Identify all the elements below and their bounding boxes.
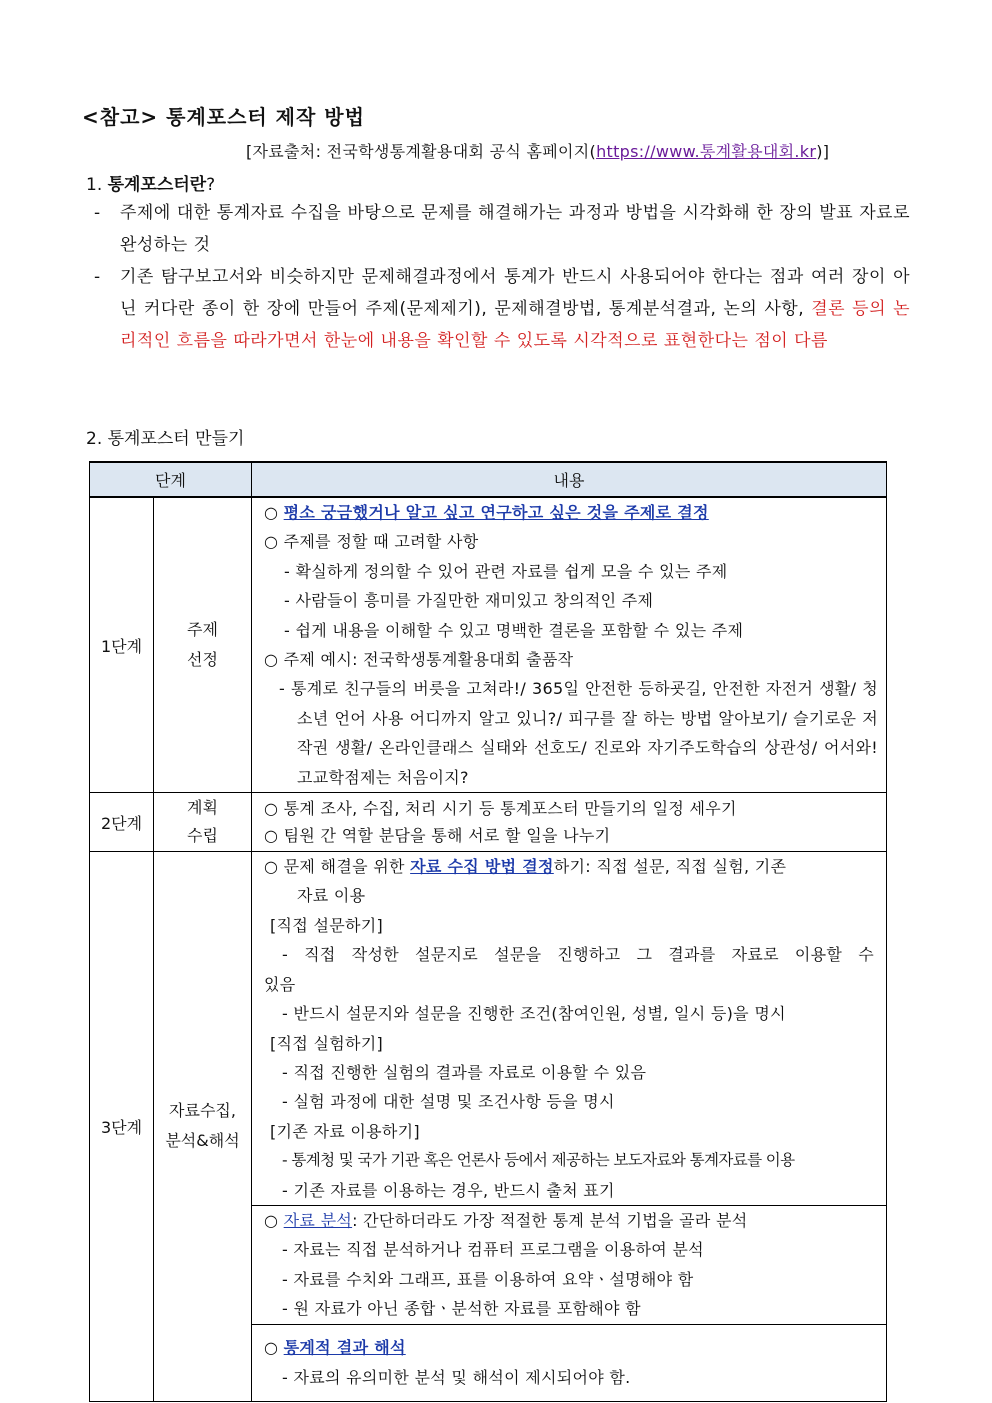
circle-marker: ○: [264, 503, 284, 522]
section-2-heading: 2. 통계포스터 만들기: [86, 429, 245, 449]
step3a-survey-line1-cont: 있음: [264, 974, 296, 994]
step3a-heading-existing: [기존 자료 이용하기]: [270, 1121, 420, 1141]
step2-content: [252, 793, 887, 852]
section-1-bullet-2: [94, 261, 910, 357]
step2-line2: ○ 팀원 간 역할 분담을 통해 서로 할 일을 나누기: [264, 826, 611, 846]
step3-topic: [154, 852, 252, 1402]
section-1-title: 통계포스터란: [107, 175, 207, 195]
step3-interpretation-content: [252, 1324, 887, 1401]
section-1-bullet-1: [94, 197, 910, 261]
step3-collection-link[interactable]: 자료 수집 방법 결정: [410, 857, 554, 877]
step3-topic-line2: 분석&해석: [165, 1131, 240, 1151]
header-content: 내용: [252, 462, 887, 497]
step1-line7: - 통계로 친구들의 버릇을 고쳐라!/ 365일 안전한 등하굣길, 안전한 자전거 생활/ 청소년 언어 사용 어디까지 알고 있니?/ 피구를 잘 하는 방법 알아보기/ 슬기로운 저작권 생활/ 온라인클래스 실태와 선호도/ 진로와 자기주도학습의 상관성/ 어서와! 고교학점제는 처음이지?: [279, 679, 878, 787]
circle-marker: ○: [264, 1338, 284, 1358]
table-header-row: [90, 462, 887, 497]
step3b-line4: - 원 자료가 아닌 종합ㆍ분석한 자료를 포함해야 함: [282, 1299, 641, 1319]
bullet-dash: -: [94, 267, 101, 287]
step3a-survey-line2: - 반드시 설문지와 설문을 진행한 조건(참여인원, 성별, 일시 등)을 명시: [282, 1004, 786, 1024]
step3b-line1-post: : 간단하더라도 가장 적절한 통계 분석 기법을 골라 분석: [352, 1210, 748, 1230]
page-title: <참고> 통계포스터 제작 방법: [82, 105, 365, 129]
bullet-dash: -: [94, 203, 101, 223]
section-1-number: 1.: [86, 175, 108, 195]
step3-analysis-link[interactable]: 자료 분석: [283, 1210, 353, 1230]
step2-topic-line1: 계획: [187, 798, 218, 818]
table-row-step2: [90, 793, 887, 852]
section-1-qmark: ?: [206, 175, 216, 195]
poster-steps-table: [89, 461, 887, 1402]
step3a-line1-pre: ○ 문제 해결을 위한: [264, 857, 411, 877]
step3a-experiment-line1: - 직접 진행한 실험의 결과를 자료로 이용할 수 있음: [282, 1062, 647, 1082]
step3a-experiment-line2: - 실험 과정에 대한 설명 및 조건사항 등을 명시: [282, 1092, 615, 1112]
step2-stage: 2단계: [90, 793, 154, 852]
step1-topic-link[interactable]: 평소 궁금했거나 알고 싶고 연구하고 싶은 것을 주제로 결정: [283, 503, 709, 522]
step1-topic: [154, 497, 252, 793]
bullet-text: 주제에 대한 통계자료 수집을 바탕으로 문제를 해결해가는 과정과 방법을 시각화해 한 장의 발표 자료로 완성하는 것: [120, 203, 910, 255]
step2-topic-line2: 수립: [187, 826, 218, 846]
step3a-existing-line2: - 기존 자료를 이용하는 경우, 반드시 출처 표기: [282, 1180, 615, 1200]
step3a-line1-cont: 자료 이용: [297, 886, 366, 906]
bullet-text-highlight: 결론 등의 논리적인 흐름을 따라가면서 한눈에 내용을 확인할 수 있도록 시각적으로 표현한다는 점이 다름: [120, 299, 911, 351]
step3a-survey-line1: - 직접 작성한 설문지로 설문을 진행하고 그 결과를 자료로 이용할 수: [282, 945, 874, 965]
step2-line1: ○ 통계 조사, 수집, 처리 시기 등 통계포스터 만들기의 일정 세우기: [264, 799, 737, 819]
step1-content: [252, 497, 887, 793]
step1-line4: - 사람들이 흥미를 가질만한 재미있고 창의적인 주제: [284, 591, 654, 611]
step1-line2: ○ 주제를 정할 때 고려할 사항: [264, 532, 479, 552]
step3-topic-line1: 자료수집,: [169, 1101, 236, 1121]
step1-line6: ○ 주제 예시: 전국학생통계활용대회 출품작: [264, 650, 574, 670]
source-suffix: )]: [816, 142, 830, 161]
step3-analysis-content: [252, 1205, 887, 1324]
section-1-heading: [86, 170, 215, 195]
step3-interpretation-link[interactable]: 통계적 결과 해석: [283, 1338, 406, 1358]
bullet-text-normal: 기존 탐구보고서와 비슷하지만 문제해결과정에서 통계가 반드시 사용되어야 한다는 점과 여러 장이 아닌 커다란 종이 한 장에 만들어 주제(문제제기), 문제해결방법, 통계분석결과, 논의 사항,: [120, 267, 910, 319]
bullet-text: [120, 261, 910, 357]
step1-topic-line1: 주제: [187, 620, 218, 640]
table-row-step3a: [90, 852, 887, 1206]
step2-topic: [154, 793, 252, 852]
source-link[interactable]: https://www.통계활용대회.kr: [596, 142, 817, 161]
step3-collection-content: [252, 852, 887, 1206]
step3b-line3: - 자료를 수치와 그래프, 표를 이용하여 요약ㆍ설명해야 함: [282, 1269, 694, 1289]
step3c-line2: - 자료의 유의미한 분석 및 해석이 제시되어야 함.: [282, 1367, 631, 1387]
step3a-heading-survey: [직접 설문하기]: [270, 915, 384, 935]
step3c-line1: [264, 1333, 878, 1362]
table-row-step1: [90, 497, 887, 793]
step3b-line2: - 자료는 직접 분석하거나 컴퓨터 프로그램을 이용하여 분석: [282, 1240, 704, 1260]
step1-line1: [264, 498, 878, 527]
step3-stage: 3단계: [90, 852, 154, 1402]
step3a-existing-line1: - 통계청 및 국가 기관 혹은 언론사 등에서 제공하는 보도자료와 통계자료를 이용: [282, 1151, 795, 1170]
step3b-line1: [264, 1206, 878, 1235]
step3a-heading-experiment: [직접 실험하기]: [270, 1033, 384, 1053]
source-prefix: [자료출처: 전국학생통계활용대회 공식 홈페이지(: [246, 142, 597, 161]
step1-stage: 1단계: [90, 497, 154, 793]
source-citation: [246, 139, 829, 162]
step1-line3: - 확실하게 정의할 수 있어 관련 자료를 쉽게 모을 수 있는 주제: [284, 561, 728, 581]
step1-line5: - 쉽게 내용을 이해할 수 있고 명백한 결론을 포함할 수 있는 주제: [284, 620, 744, 640]
step1-topic-line2: 선정: [187, 650, 218, 670]
step3a-line1: [264, 852, 878, 881]
header-stage: 단계: [90, 462, 252, 497]
circle-marker: ○: [264, 1210, 284, 1230]
step3a-line1-post: 하기: 직접 설문, 직접 실험, 기존: [553, 857, 787, 877]
